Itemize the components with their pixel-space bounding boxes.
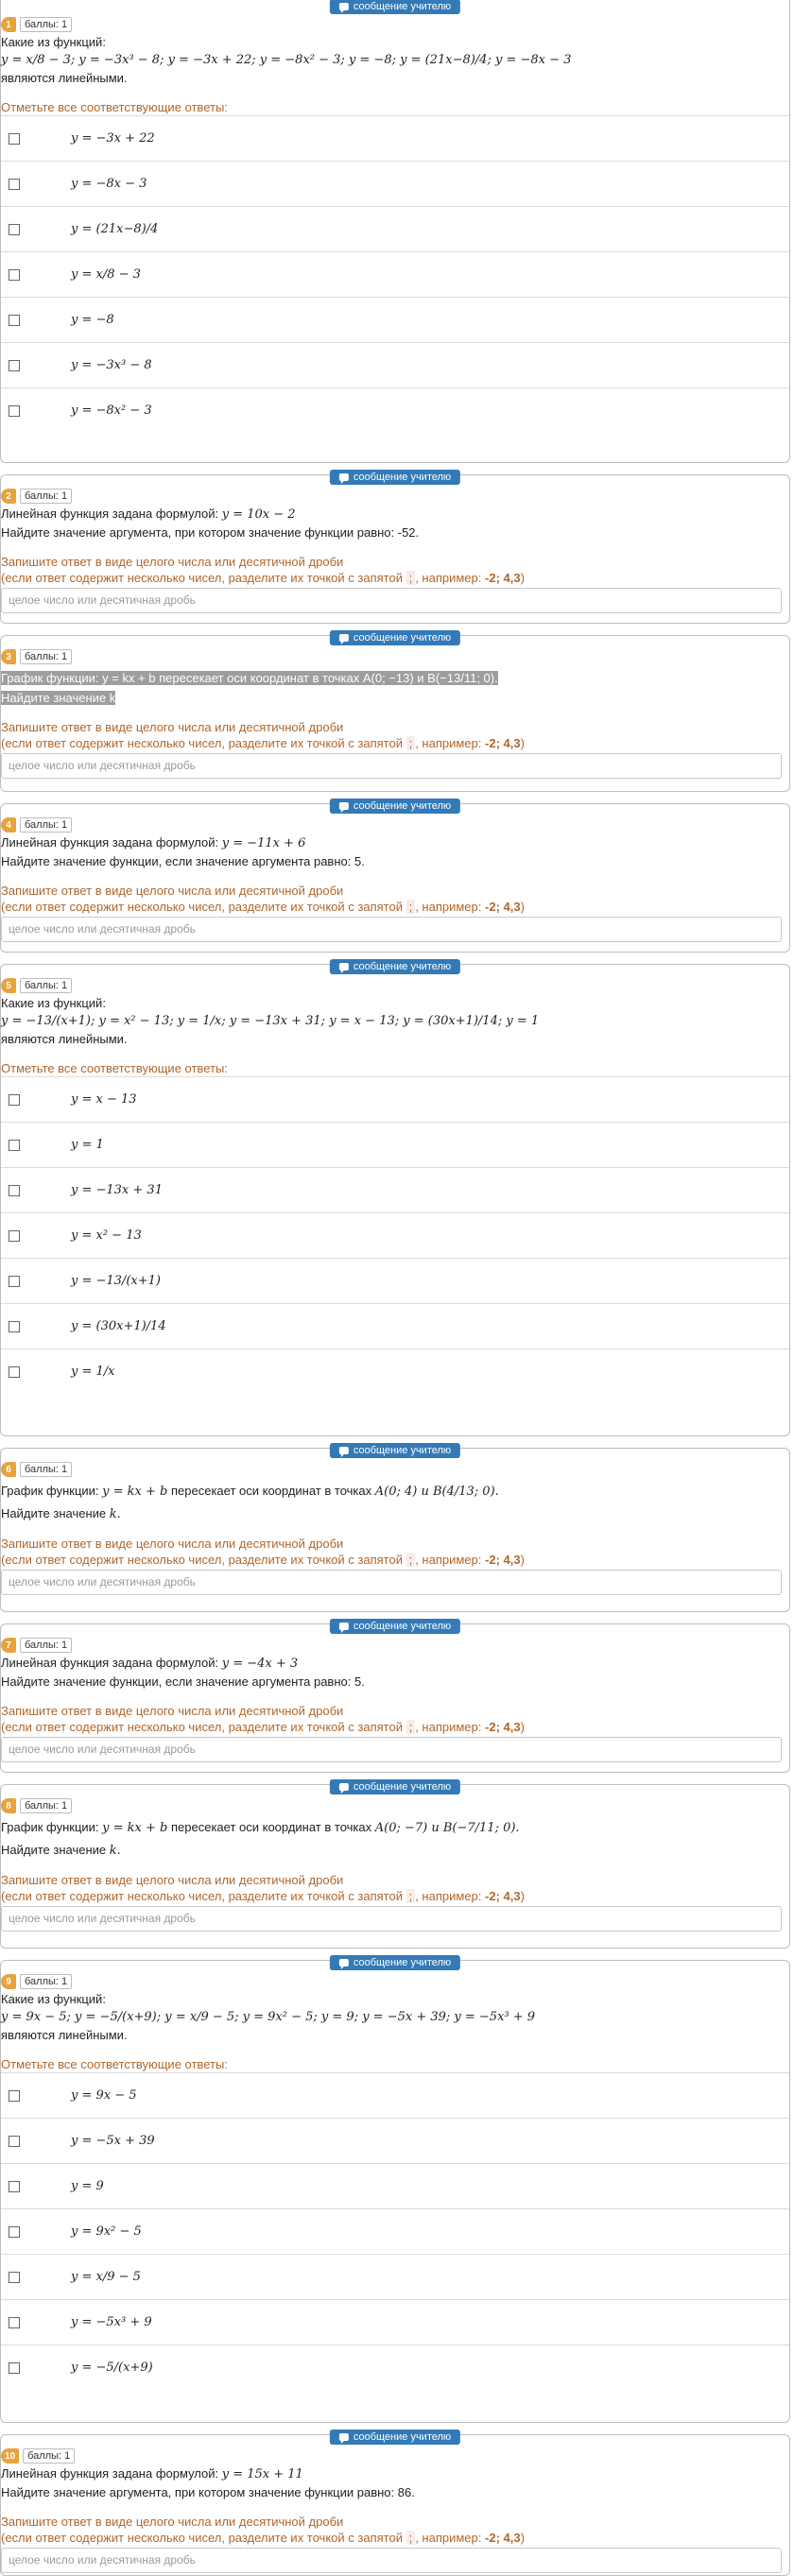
points-badge: баллы: 1	[20, 978, 72, 993]
choose-all-label: Отметьте все соответствующие ответы:	[1, 2057, 228, 2071]
question-number: 9	[1, 1974, 16, 1989]
variable: k.	[109, 1507, 121, 1521]
points-formula: A(0; 4) и B(4/13; 0).	[374, 1485, 499, 1499]
option[interactable]	[1, 206, 789, 251]
checkbox[interactable]	[9, 1276, 20, 1287]
send-label: сообщение учителю	[353, 1445, 452, 1456]
hint-example: -2; 4,3	[485, 571, 521, 585]
question-3	[0, 632, 790, 792]
message-icon	[339, 634, 349, 642]
option-label: y = −13x + 31	[71, 1183, 163, 1197]
option-label: y = −13/(x+1)	[71, 1274, 161, 1288]
option-label: y = −8x² − 3	[71, 404, 152, 418]
send-message-button[interactable]	[330, 959, 460, 974]
question-4	[0, 800, 790, 953]
hint-semicolon: ;	[406, 900, 416, 914]
formula: y = kx + b	[102, 1485, 168, 1499]
hint-pre: (если ответ содержит несколько чисел, разделите их точкой с запятой	[1, 2531, 403, 2545]
send-message-button[interactable]	[330, 1955, 460, 1970]
points-badge: баллы: 1	[20, 817, 72, 833]
hint-post: , например:	[415, 571, 482, 585]
option[interactable]	[1, 1076, 789, 1122]
answer-hint	[1, 1872, 789, 1904]
question-6	[0, 1445, 790, 1612]
question-7	[0, 1623, 790, 1773]
question-text-tail: являются линейными.	[1, 1032, 128, 1046]
points-badge: баллы: 1	[20, 489, 72, 504]
choose-all-label: Отметьте все соответствующие ответы:	[1, 1061, 228, 1075]
send-label: сообщение учителю	[353, 472, 452, 483]
question-text: Линейная функция задана формулой:	[1, 1656, 219, 1670]
option[interactable]	[1, 2254, 789, 2299]
send-label: сообщение учителю	[353, 800, 452, 812]
send-label: сообщение учителю	[353, 1781, 452, 1793]
hint-main: Запишите ответ в виде целого числа или десятичной дроби	[1, 1704, 344, 1718]
checkbox[interactable]	[9, 179, 20, 190]
hint-main: Запишите ответ в виде целого числа или десятичной дроби	[1, 720, 344, 734]
checkbox[interactable]	[9, 2317, 20, 2328]
option[interactable]	[1, 161, 789, 206]
points-badge: баллы: 1	[23, 2448, 75, 2464]
send-label: сообщение учителю	[353, 1, 452, 12]
functions-list: y = 9x − 5; y = −5/(x+9); y = x/9 − 5; y = 9x² − 5; y = 9; y = −5x + 39; y = −5x³ + 9	[1, 2010, 536, 2024]
question-text-mid: пересекает оси координат в точках	[170, 1820, 372, 1834]
option[interactable]	[1, 1258, 789, 1303]
checkbox[interactable]	[9, 1140, 20, 1151]
send-message-button[interactable]	[330, 1619, 460, 1634]
hint-example: -2; 4,3	[485, 2531, 521, 2545]
hint-pre: (если ответ содержит несколько чисел, разделите их точкой с запятой	[1, 1720, 403, 1734]
checkbox[interactable]	[9, 2226, 20, 2238]
hint-post: , например:	[415, 1553, 482, 1567]
option[interactable]	[1, 2344, 789, 2390]
option[interactable]	[1, 2163, 789, 2208]
question-number: 3	[1, 649, 16, 664]
option-label: y = −8	[71, 313, 114, 327]
send-label: сообщение учителю	[353, 1957, 452, 1968]
hint-main: Запишите ответ в виде целого числа или десятичной дроби	[1, 1873, 344, 1887]
checkbox[interactable]	[9, 1094, 20, 1106]
formula: y = 15x + 11	[221, 2467, 303, 2482]
send-message-button[interactable]	[330, 799, 460, 814]
question-8	[0, 1781, 790, 1949]
hint-close: )	[520, 1553, 525, 1567]
question-text-2: Найдите значение k	[1, 691, 116, 705]
hint-semicolon: ;	[406, 571, 416, 585]
answer-hint	[1, 554, 789, 586]
send-message-button[interactable]	[330, 2430, 460, 2445]
question-text: Линейная функция задана формулой:	[1, 835, 219, 850]
question-10	[0, 2431, 790, 2576]
hint-close: )	[520, 900, 525, 914]
checkbox[interactable]	[9, 1230, 20, 1242]
option[interactable]	[1, 1348, 789, 1394]
hint-post: , например:	[415, 736, 482, 750]
message-icon	[339, 1959, 349, 1966]
option[interactable]	[1, 297, 789, 342]
answer-input[interactable]: целое число или десятичная дробь	[1, 2548, 782, 2573]
points-badge: баллы: 1	[20, 649, 72, 664]
hint-example: -2; 4,3	[485, 1720, 521, 1734]
option-label: y = 9	[71, 2179, 104, 2193]
answer-input[interactable]: целое число или десятичная дробь	[1, 1737, 782, 1762]
option-label: y = x/8 − 3	[71, 267, 141, 282]
answer-input[interactable]: целое число или десятичная дробь	[1, 1570, 782, 1595]
question-number: 1	[1, 17, 16, 32]
options-list	[1, 115, 789, 433]
question-1	[0, 0, 790, 463]
hint-pre: (если ответ содержит несколько чисел, разделите их точкой с запятой	[1, 900, 403, 914]
question-number: 2	[1, 489, 16, 504]
message-icon	[339, 1447, 349, 1454]
formula: y = −11x + 6	[221, 836, 306, 850]
hint-main: Запишите ответ в виде целого числа или десятичной дроби	[1, 1537, 344, 1551]
send-label: сообщение учителю	[353, 961, 452, 972]
hint-semicolon: ;	[406, 1553, 416, 1567]
hint-main: Запишите ответ в виде целого числа или десятичной дроби	[1, 555, 344, 569]
hint-pre: (если ответ содержит несколько чисел, разделите их точкой с запятой	[1, 1553, 403, 1567]
option-label: y = (30x+1)/14	[71, 1319, 166, 1333]
hint-pre: (если ответ содержит несколько чисел, разделите их точкой с запятой	[1, 1889, 403, 1903]
option[interactable]	[1, 2118, 789, 2163]
option[interactable]	[1, 1122, 789, 1167]
question-number: 6	[1, 1462, 16, 1477]
checkbox[interactable]	[9, 133, 20, 145]
question-text: Какие из функций:	[1, 1992, 106, 2006]
question-9	[0, 1957, 790, 2423]
functions-list: y = −13/(x+1); y = x² − 13; y = 1/x; y = −13x + 31; y = x − 13; y = (30x+1)/14; y = 1	[1, 1014, 540, 1028]
question-number: 7	[1, 1638, 16, 1653]
message-icon	[339, 3, 349, 10]
send-label: сообщение учителю	[353, 632, 452, 644]
option[interactable]	[1, 251, 789, 297]
option[interactable]	[1, 1167, 789, 1212]
message-icon	[339, 2433, 349, 2441]
hint-close: )	[520, 571, 525, 585]
question-text-2: Найдите значение	[1, 1506, 107, 1520]
variable: k.	[109, 1844, 121, 1858]
option[interactable]	[1, 2072, 789, 2118]
formula: y = 10x − 2	[221, 507, 296, 522]
checkbox[interactable]	[9, 1321, 20, 1332]
send-message-button[interactable]	[330, 630, 460, 645]
message-icon	[339, 802, 349, 810]
option-label: y = −5/(x+9)	[71, 2361, 153, 2375]
points-badge: баллы: 1	[20, 1462, 72, 1477]
send-message-button[interactable]	[330, 470, 460, 485]
option-label: y = −5x + 39	[71, 2134, 155, 2148]
question-text-2: Найдите значение аргумента, при котором значение функции равно: 86.	[1, 2485, 415, 2499]
points-badge: баллы: 1	[20, 1974, 72, 1989]
question-number: 8	[1, 1798, 16, 1813]
answer-hint	[1, 719, 789, 751]
hint-close: )	[520, 736, 525, 750]
question-text: График функции: y = kx + b пересекает оси координат в точках A(0; −13) и B(−13/11; 0).	[1, 671, 498, 685]
checkbox[interactable]	[9, 2090, 20, 2102]
hint-semicolon: ;	[406, 1720, 416, 1734]
question-text: Какие из функций:	[1, 35, 106, 49]
question-2	[0, 474, 790, 624]
message-icon	[339, 963, 349, 970]
points-badge: баллы: 1	[20, 1798, 72, 1813]
hint-post: , например:	[415, 1889, 482, 1903]
hint-pre: (если ответ содержит несколько чисел, разделите их точкой с запятой	[1, 736, 403, 750]
option[interactable]	[1, 2299, 789, 2344]
option-label: y = x/9 − 5	[71, 2270, 141, 2284]
checkbox[interactable]	[9, 360, 20, 371]
message-icon	[339, 1623, 349, 1630]
options-list	[1, 1076, 789, 1394]
checkbox[interactable]	[9, 1185, 20, 1196]
option-label: y = x² − 13	[71, 1228, 142, 1243]
option[interactable]	[1, 2208, 789, 2254]
option-label: y = (21x−8)/4	[71, 222, 159, 236]
checkbox[interactable]	[9, 315, 20, 326]
question-number: 10	[1, 2448, 19, 2464]
hint-example: -2; 4,3	[485, 900, 521, 914]
question-number: 5	[1, 978, 16, 993]
formula: y = kx + b	[102, 1821, 168, 1835]
choose-all-label: Отметьте все соответствующие ответы:	[1, 100, 228, 114]
formula: y = −4x + 3	[221, 1657, 299, 1671]
answer-input[interactable]: целое число или десятичная дробь	[1, 917, 782, 942]
hint-post: , например:	[415, 900, 482, 914]
question-text: График функции:	[1, 1484, 99, 1498]
send-label: сообщение учителю	[353, 2431, 452, 2443]
checkbox[interactable]	[9, 2362, 20, 2374]
option-label: y = 9x − 5	[71, 2088, 137, 2103]
answer-hint	[1, 1536, 789, 1568]
checkbox[interactable]	[9, 1366, 20, 1378]
hint-post: , например:	[415, 2531, 482, 2545]
answer-hint	[1, 2514, 789, 2546]
option-label: y = −5x³ + 9	[71, 2315, 152, 2329]
points-formula: A(0; −7) и B(−7/11; 0).	[374, 1821, 520, 1835]
question-text-tail: являются линейными.	[1, 71, 128, 85]
option[interactable]	[1, 1212, 789, 1258]
functions-list: y = x/8 − 3; y = −3x³ − 8; y = −3x + 22; y = −8x² − 3; y = −8; y = (21x−8)/4; y = −8x − 3	[1, 53, 572, 67]
answer-input[interactable]: целое число или десятичная дробь	[1, 1906, 782, 1932]
option[interactable]	[1, 387, 789, 433]
question-text: Линейная функция задана формулой:	[1, 507, 219, 521]
checkbox[interactable]	[9, 2181, 20, 2192]
option-label: y = −3x³ − 8	[71, 358, 152, 372]
checkbox[interactable]	[9, 405, 20, 417]
option-label: y = 9x² − 5	[71, 2224, 142, 2239]
message-icon	[339, 1783, 349, 1791]
option-label: y = −3x + 22	[71, 131, 155, 146]
send-message-button[interactable]	[330, 0, 460, 14]
send-message-button[interactable]	[330, 1443, 460, 1458]
question-text-2: Найдите значение функции, если значение аргумента равно: 5.	[1, 854, 365, 868]
option[interactable]	[1, 342, 789, 387]
hint-close: )	[520, 2531, 525, 2545]
question-text-mid: пересекает оси координат в точках	[170, 1484, 372, 1498]
hint-post: , например:	[415, 1720, 482, 1734]
question-text-tail: являются линейными.	[1, 2028, 128, 2042]
hint-close: )	[520, 1889, 525, 1903]
checkbox[interactable]	[9, 269, 20, 281]
send-label: сообщение учителю	[353, 1621, 452, 1632]
question-text: Какие из функций:	[1, 996, 106, 1010]
hint-pre: (если ответ содержит несколько чисел, разделите их точкой с запятой	[1, 571, 403, 585]
checkbox[interactable]	[9, 2136, 20, 2147]
points-badge: баллы: 1	[20, 1638, 72, 1653]
question-text-2: Найдите значение функции, если значение аргумента равно: 5.	[1, 1674, 365, 1689]
send-message-button[interactable]	[330, 1779, 460, 1795]
options-list	[1, 2072, 789, 2390]
message-icon	[339, 473, 349, 481]
question-5	[0, 961, 790, 1436]
question-text: График функции:	[1, 1820, 99, 1834]
checkbox[interactable]	[9, 224, 20, 235]
question-text-2: Найдите значение аргумента, при котором значение функции равно: -52.	[1, 525, 420, 540]
question-number: 4	[1, 817, 16, 833]
checkbox[interactable]	[9, 2272, 20, 2283]
hint-close: )	[520, 1720, 525, 1734]
answer-input[interactable]: целое число или десятичная дробь	[1, 588, 782, 613]
points-badge: баллы: 1	[20, 17, 72, 32]
option-label: y = 1/x	[71, 1365, 115, 1379]
option-label: y = −8x − 3	[71, 177, 147, 191]
option-label: y = x − 13	[71, 1092, 137, 1107]
hint-semicolon: ;	[406, 736, 416, 750]
hint-main: Запишите ответ в виде целого числа или десятичной дроби	[1, 2515, 344, 2529]
answer-hint	[1, 883, 789, 915]
hint-example: -2; 4,3	[485, 1889, 521, 1903]
hint-example: -2; 4,3	[485, 736, 521, 750]
hint-example: -2; 4,3	[485, 1553, 521, 1567]
answer-input[interactable]: целое число или десятичная дробь	[1, 753, 782, 779]
answer-hint	[1, 1703, 789, 1735]
option[interactable]	[1, 1303, 789, 1348]
hint-semicolon: ;	[406, 2531, 416, 2545]
question-text: Линейная функция задана формулой:	[1, 2466, 219, 2481]
hint-semicolon: ;	[406, 1889, 416, 1903]
hint-main: Запишите ответ в виде целого числа или десятичной дроби	[1, 884, 344, 898]
option[interactable]	[1, 115, 789, 161]
question-text-2: Найдите значение	[1, 1843, 107, 1857]
option-label: y = 1	[71, 1138, 104, 1152]
